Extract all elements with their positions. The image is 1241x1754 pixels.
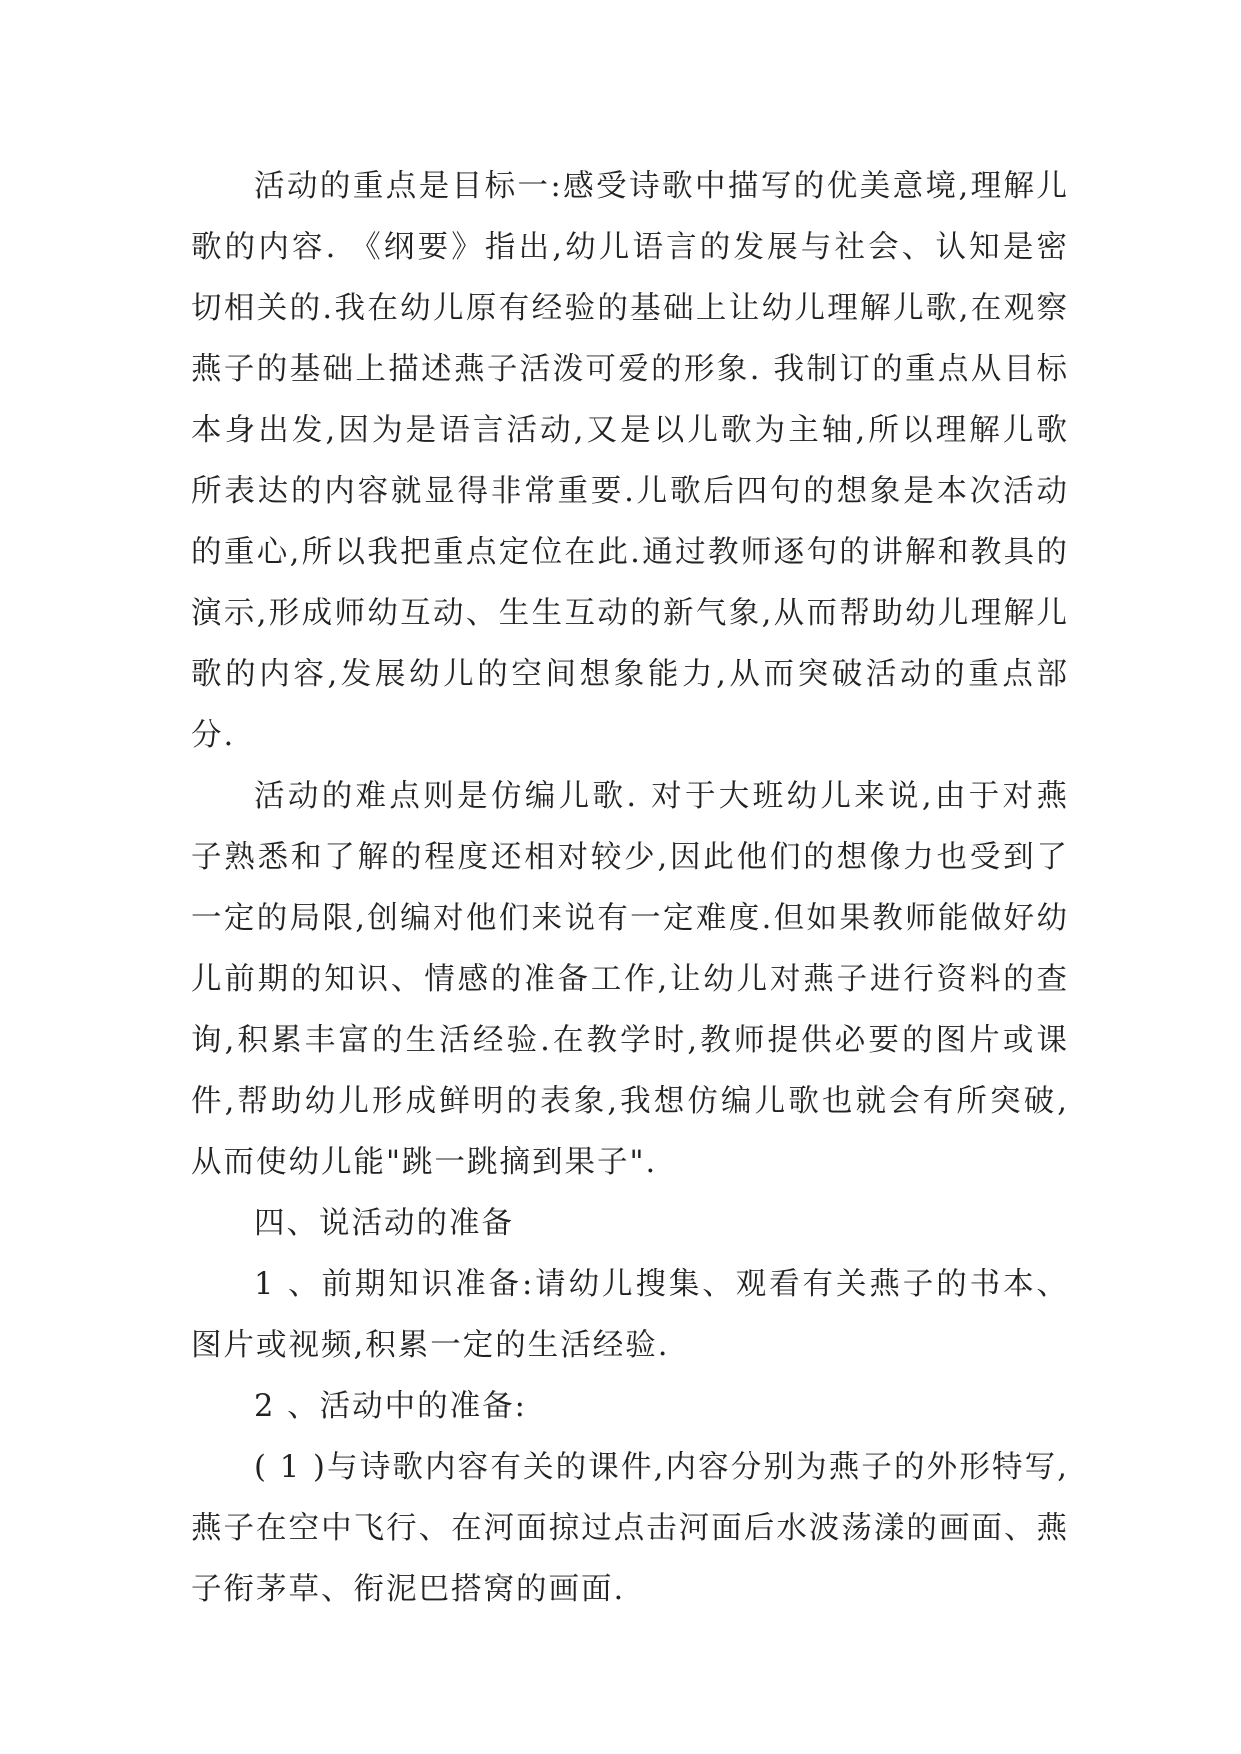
list-item-in-activity: 2 、活动中的准备: xyxy=(254,1389,527,1424)
list-item-prior-knowledge: 1 、前期知识准备:请幼儿搜集、观看有关燕子的书本、图片或视频,积累一定的生活经验. xyxy=(191,1267,1069,1363)
sub-item-courseware: ( 1 )与诗歌内容有关的课件,内容分别为燕子的外形特写,燕子在空中飞行、在河面掠过点击河面后水波荡漾的画面、燕子衔茅草、衔泥巴搭窝的画面. xyxy=(191,1450,1069,1607)
paragraph-key-points: 活动的重点是目标一:感受诗歌中描写的优美意境,理解儿歌的内容. 《纲要》指出,幼儿语言的发展与社会、认知是密切相关的.我在幼儿原有经验的基础上让幼儿理解儿歌,在观察燕子的基础上描述燕子活泼可爱的形象. 我制订的重点从目标本身出发,因为是语言活动,又是以儿歌为主轴,所以理解儿歌所表达的内容就显得非常重要.儿歌后四句的想象是本次活动的重心,所以我把重点定位在此.通过教师逐句的讲解和教具的演示,形成师幼互动、生生互动的新气象,从而帮助幼儿理解儿歌的内容,发展幼儿的空间想象能力,从而突破活动的重点部分. xyxy=(191,169,1069,753)
paragraph-difficulties: 活动的难点则是仿编儿歌. 对于大班幼儿来说,由于对燕子熟悉和了解的程度还相对较少,因此他们的想像力也受到了一定的局限,创编对他们来说有一定难度.但如果教师能做好幼儿前期的知识、情感的准备工作,让幼儿对燕子进行资料的查询,积累丰富的生活经验.在教学时,教师提供必要的图片或课件,帮助幼儿形成鲜明的表象,我想仿编儿歌也就会有所突破,从而使幼儿能"跳一跳摘到果子". xyxy=(191,779,1069,1180)
section-heading-preparation: 四、说活动的准备 xyxy=(254,1206,514,1241)
document-body xyxy=(191,156,1069,1620)
